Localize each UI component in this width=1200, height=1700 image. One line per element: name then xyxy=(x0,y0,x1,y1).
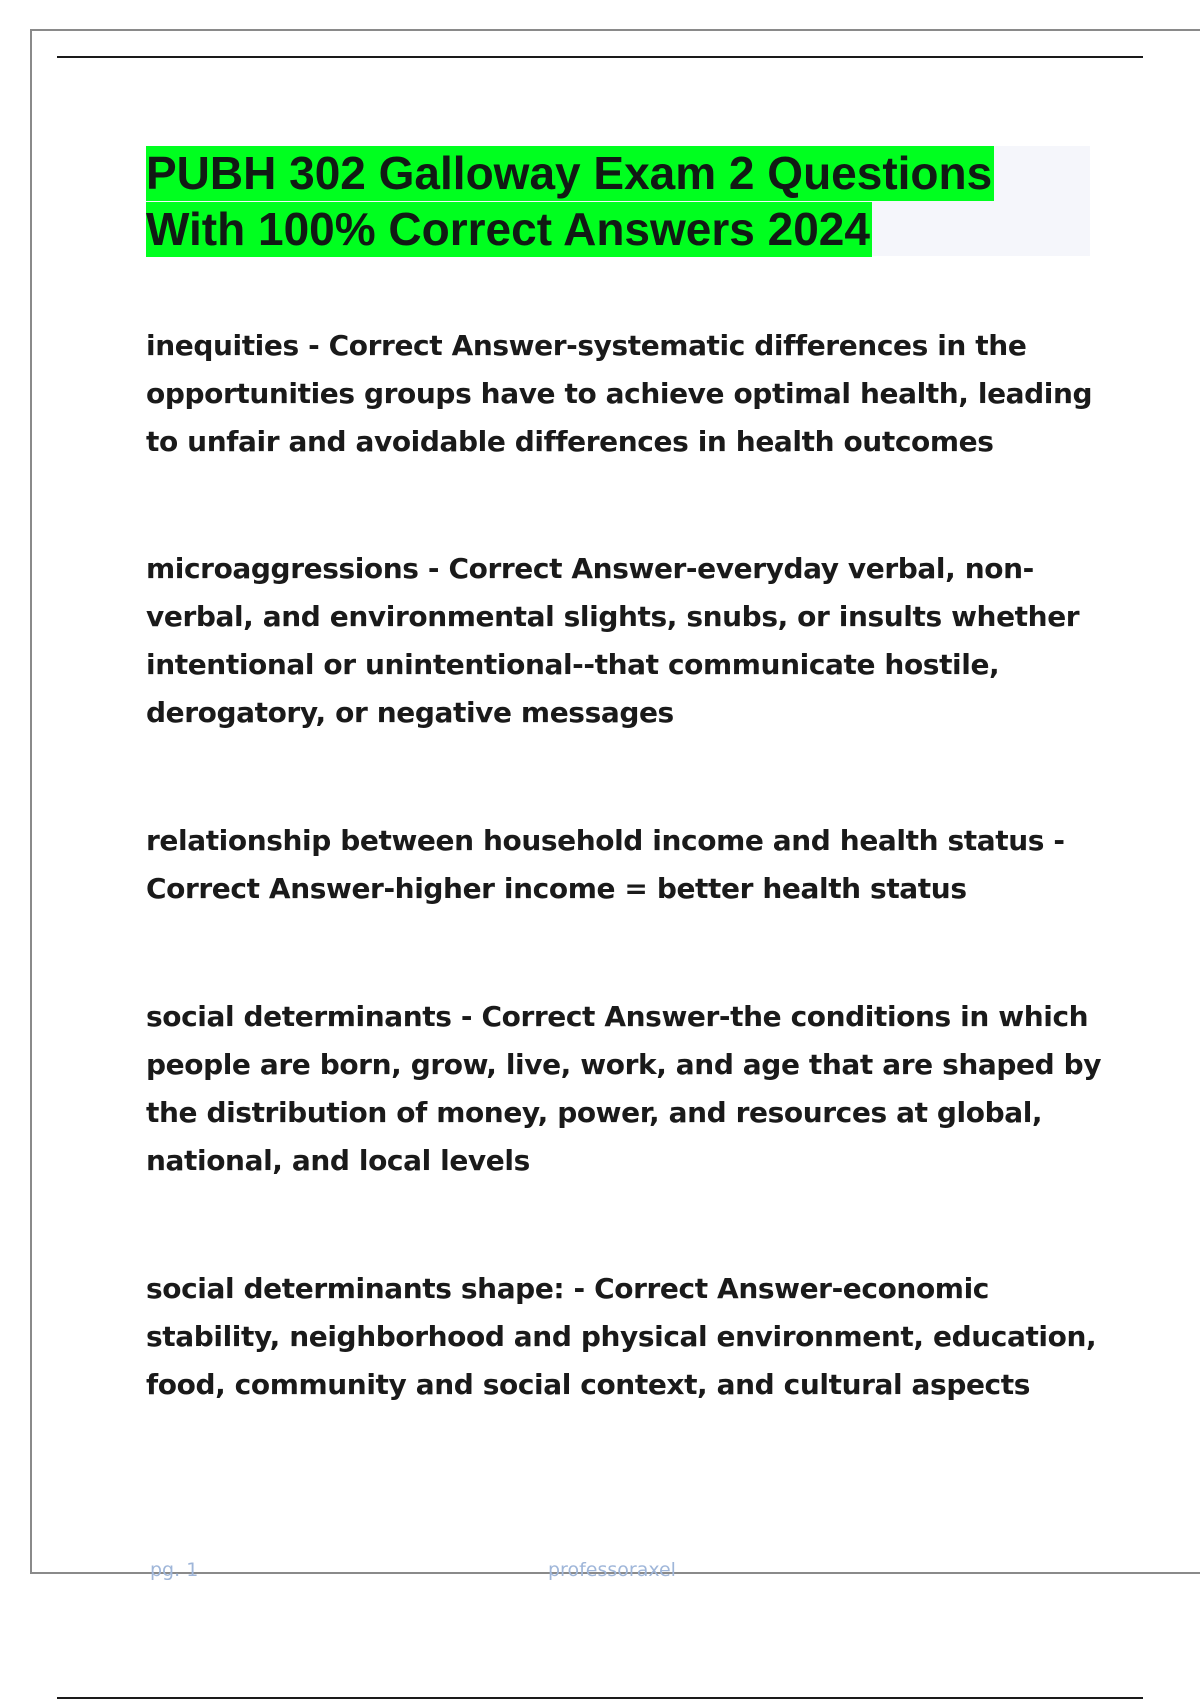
qa-entry-social-determinants xyxy=(146,993,1101,1185)
entry-line: social determinants - Correct Answer-the conditions in which xyxy=(146,1000,1089,1033)
qa-entry-income-health xyxy=(146,817,1065,913)
entry-line: relationship between household income and health status - xyxy=(146,824,1065,857)
title-line-2: With 100% Correct Answers 2024 xyxy=(146,203,870,255)
entry-line: inequities - Correct Answer-systematic differences in the xyxy=(146,329,1027,362)
entry-line: verbal, and environmental slights, snubs, or insults whether xyxy=(146,600,1080,633)
top-rule xyxy=(57,56,1143,58)
entry-line: Correct Answer-higher income = better health status xyxy=(146,872,967,905)
footer-author: professoraxel xyxy=(548,1559,676,1581)
entry-line: derogatory, or negative messages xyxy=(146,696,674,729)
entry-line: stability, neighborhood and physical environment, education, xyxy=(146,1320,1097,1353)
entry-line: food, community and social context, and cultural aspects xyxy=(146,1368,1031,1401)
bottom-rule xyxy=(57,1697,1143,1699)
title-line-1: PUBH 302 Galloway Exam 2 Questions xyxy=(146,147,993,199)
entry-line: microaggressions - Correct Answer-everyday verbal, non- xyxy=(146,552,1034,585)
entry-line: national, and local levels xyxy=(146,1144,530,1177)
entry-line: intentional or unintentional--that communicate hostile, xyxy=(146,648,1000,681)
entry-line: opportunities groups have to achieve optimal health, leading xyxy=(146,377,1093,410)
entry-line: the distribution of money, power, and resources at global, xyxy=(146,1096,1043,1129)
entry-line: to unfair and avoidable differences in health outcomes xyxy=(146,425,994,458)
entry-line: people are born, grow, live, work, and age that are shaped by xyxy=(146,1048,1102,1081)
document-title xyxy=(146,146,1090,256)
entry-line: social determinants shape: - Correct Answer-economic xyxy=(146,1272,989,1305)
qa-entry-microaggressions xyxy=(146,545,1079,737)
qa-entry-social-determinants-shape xyxy=(146,1265,1096,1409)
qa-entry-inequities xyxy=(146,322,1092,466)
page-number: pg. 1 xyxy=(150,1559,199,1581)
